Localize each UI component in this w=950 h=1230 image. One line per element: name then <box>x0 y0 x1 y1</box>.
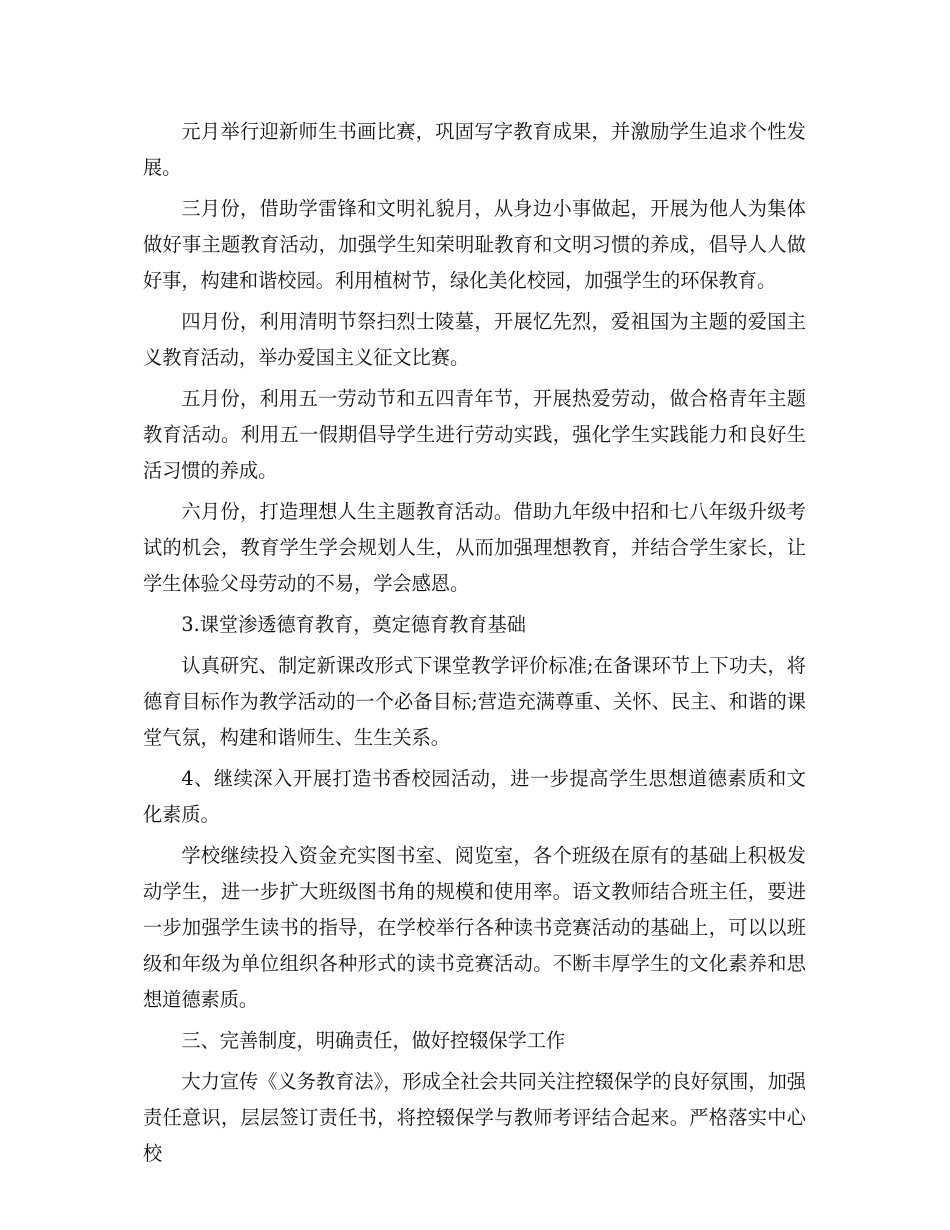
paragraph-june: 六月份，打造理想人生主题教育活动。借助九年级中招和七八年级升级考试的机会，教育学生学会规划人生，从而加强理想教育，并结合学生家长，让学生体验父母劳动的不易，学会感恩。 <box>143 500 806 595</box>
section-heading-classroom: 3.课堂渗透德育教育，奠定德育教育基础 <box>181 613 526 636</box>
paragraph-library: 学校继续投入资金充实图书室、阅览室，各个班级在原有的基础上积极发动学生，进一步扩大班级图书角的规模和使用率。语文教师结合班主任，要进一步加强学生读书的指导，在学校举行各种读书竞赛活动的基础上，可以以班级和年级为单位组织各种形式的读书竞赛活动。不断丰厚学生的文化素养和思想道德素质。 <box>143 844 806 1011</box>
paragraph-april: 四月份，利用清明节祭扫烈士陵墓，开展忆先烈，爱祖国为主题的爱国主义教育活动，举办爱国主义征文比赛。 <box>143 310 806 369</box>
section-heading-reading-campus: 4、继续深入开展打造书香校园活动，进一步提高学生思想道德素质和文化素质。 <box>143 767 806 826</box>
paragraph-compulsory-education: 大力宣传《义务教育法》，形成全社会共同关注控辍保学的良好氛围，加强责任意识，层层签订责任书，将控辍保学与教师考评结合起来。严格落实中心校 <box>143 1070 806 1165</box>
paragraph-march: 三月份，借助学雷锋和文明礼貌月，从身边小事做起，开展为他人为集体做好事主题教育活动，加强学生知荣明耻教育和文明习惯的养成，倡导人人做好事，构建和谐校园。利用植树节，绿化美化校园，加强学生的环保教育。 <box>143 197 806 292</box>
paragraph-may: 五月份，利用五一劳动节和五四青年节，开展热爱劳动，做合格青年主题教育活动。利用五一假期倡导学生进行劳动实践，强化学生实践能力和良好生活习惯的养成。 <box>143 387 806 482</box>
document-body <box>143 114 806 1177</box>
section-heading-dropout-control: 三、完善制度，明确责任，做好控辍保学工作 <box>181 1029 566 1052</box>
paragraph-january: 元月举行迎新师生书画比赛，巩固写字教育成果，并激励学生追求个性发展。 <box>143 120 806 179</box>
paragraph-classroom: 认真研究、制定新课改形式下课堂教学评价标准;在备课环节上下功夫，将德育目标作为教学活动的一个必备目标;营造充满尊重、关怀、民主、和谐的课堂气氛，构建和谐师生、生生关系。 <box>143 654 806 749</box>
